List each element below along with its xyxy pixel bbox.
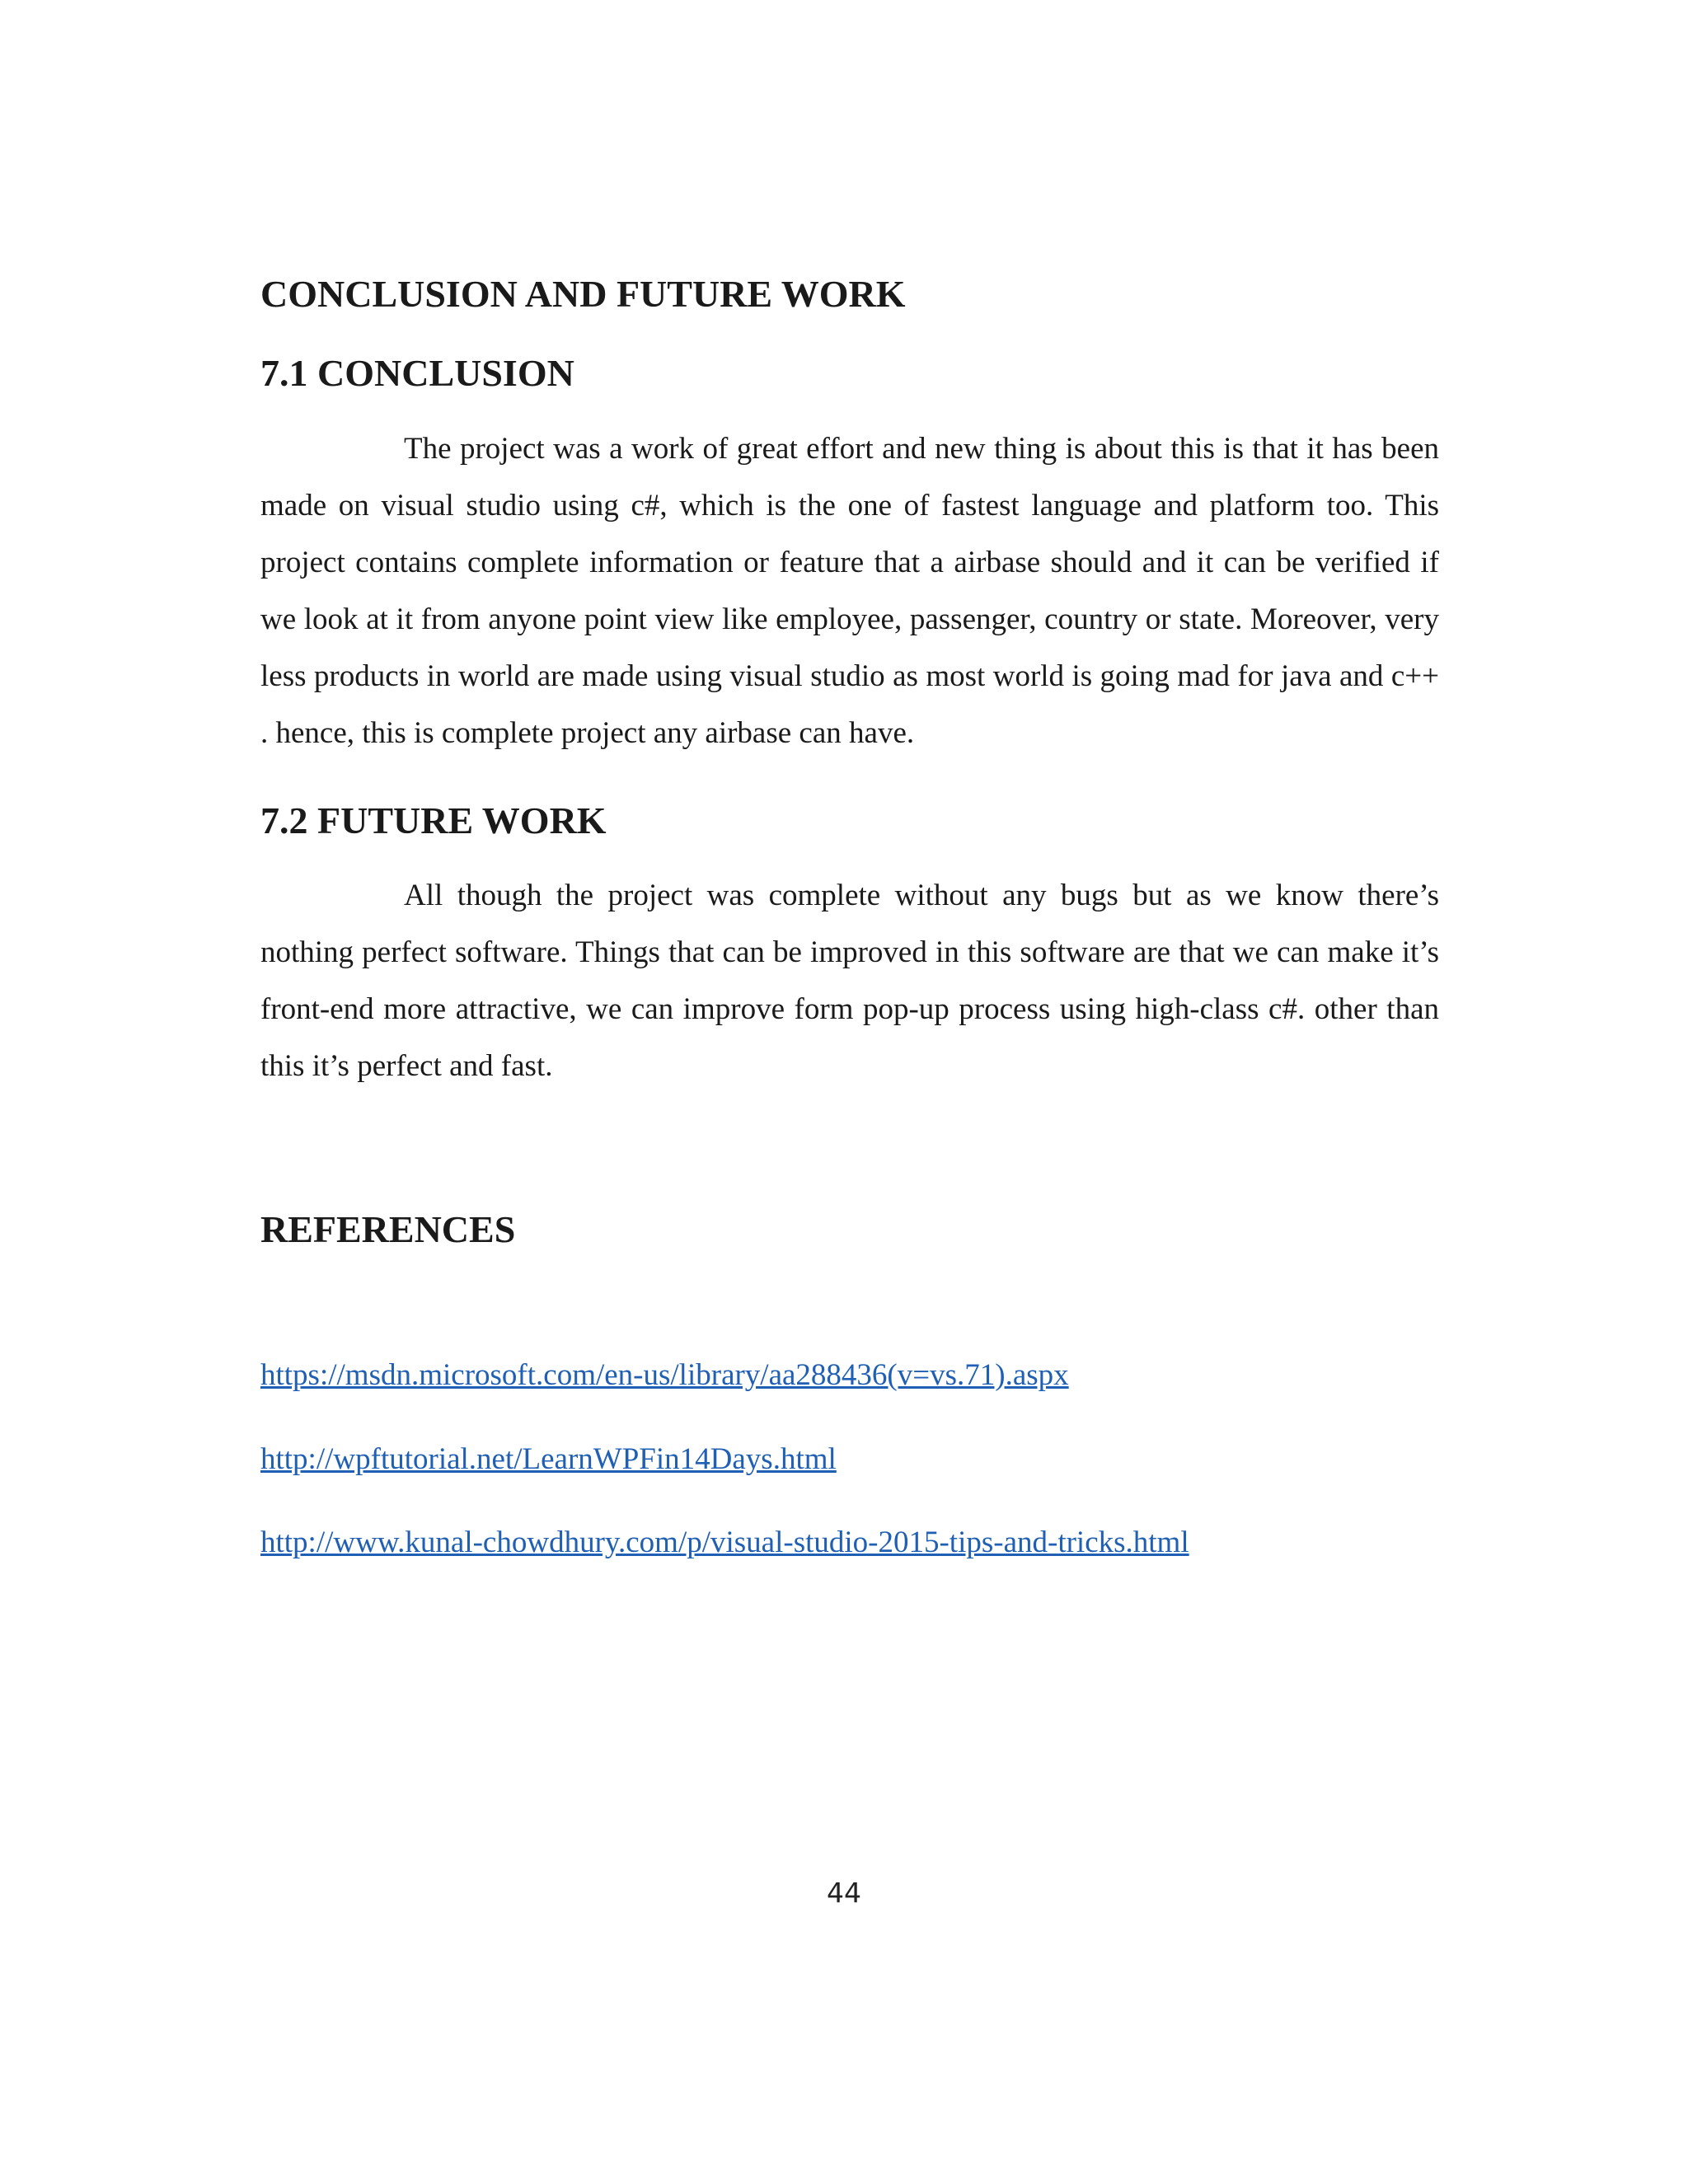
references-heading: REFERENCES (260, 1208, 516, 1250)
reference-link-wpftutorial[interactable]: http://wpftutorial.net/LearnWPFin14Days.html (260, 1442, 837, 1476)
page-number: 44 (827, 1877, 861, 1909)
chapter-heading: CONCLUSION AND FUTURE WORK (260, 273, 906, 315)
section-heading-conclusion: 7.1 CONCLUSION (260, 352, 574, 394)
future-work-paragraph: All though the project was complete without any bugs but as we know there’s nothing perfect software. Things that can be improved in this software are that we can make it’s front-end more attractive, we can improve form pop-up process using high-class c#. other than this it’s perfect and fast. (260, 879, 1439, 1083)
reference-link-msdn[interactable]: https://msdn.microsoft.com/en-us/library/aa288436(v=vs.71).aspx (260, 1358, 1069, 1392)
conclusion-paragraph: The project was a work of great effort and new thing is about this is that it has been made on visual studio using c#, which is the one of fastest language and platform too. This project contains complete information or feature that a airbase should and it can be verified if we look at it from anyone point view like employee, passenger, country or state. Moreover, very less products in world are made using visual studio as most world is going mad for java and c++ . hence, this is complete project any airbase can have. (260, 432, 1439, 750)
section-heading-future-work: 7.2 FUTURE WORK (260, 799, 607, 841)
reference-link-kunal-chowdhury[interactable]: http://www.kunal-chowdhury.com/p/visual-studio-2015-tips-and-tricks.html (260, 1526, 1189, 1559)
